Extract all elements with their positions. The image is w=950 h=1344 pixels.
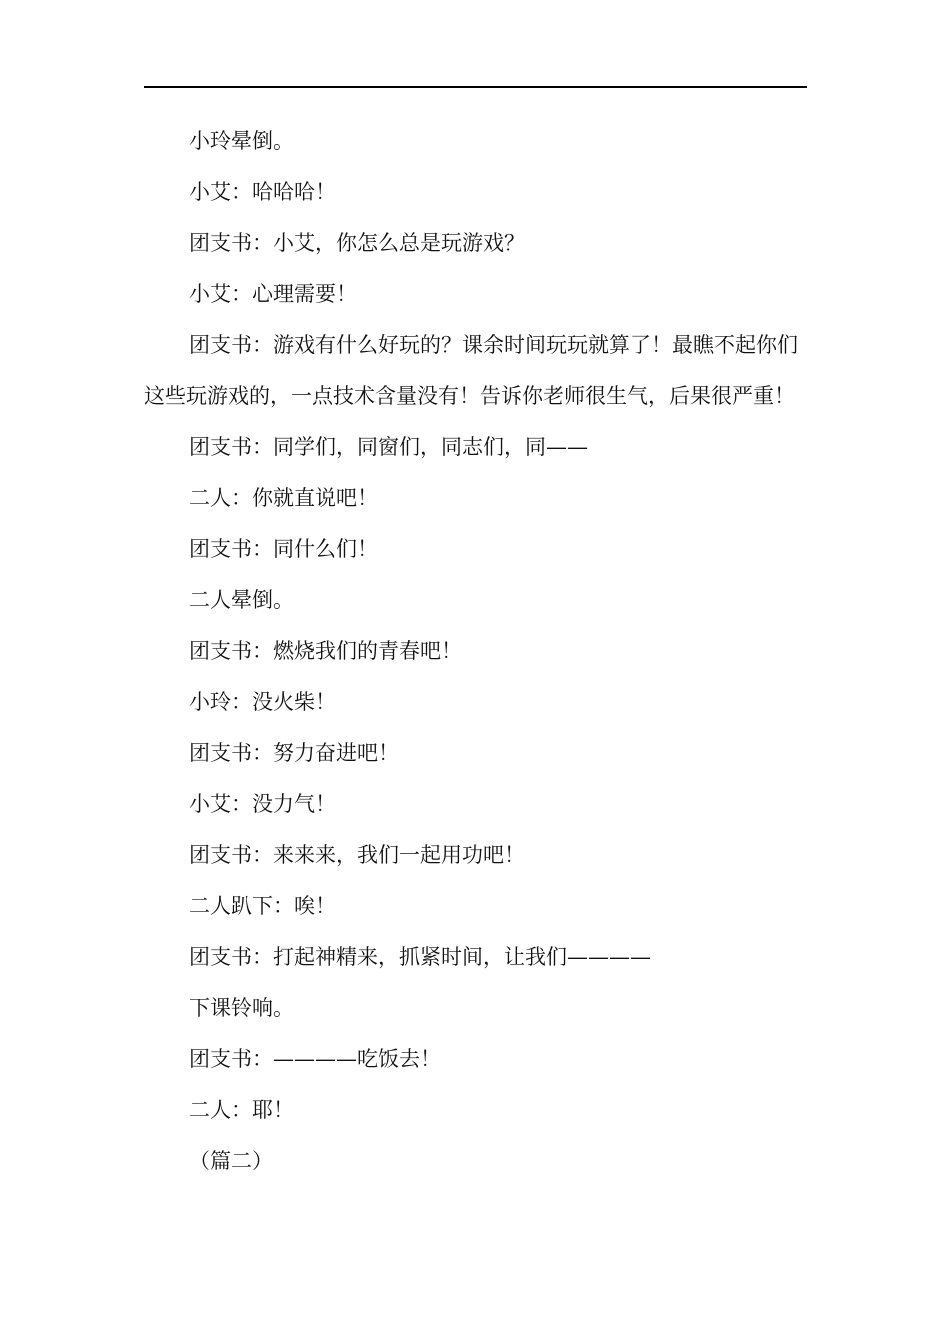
paragraph: 二人晕倒。 (189, 588, 294, 612)
paragraph: 二人：耶！ (189, 1098, 294, 1122)
section-heading: （篇二） (189, 1149, 273, 1173)
paragraph: 团支书：来来来，我们一起用功吧！ (189, 843, 525, 867)
paragraph: 团支书：燃烧我们的青春吧！ (189, 639, 462, 663)
paragraph: 团支书：同什么们！ (189, 537, 378, 561)
paragraph: 团支书：打起神精来，抓紧时间，让我们———— (189, 945, 651, 969)
paragraph: 小艾：哈哈哈！ (189, 180, 336, 204)
paragraph: 团支书：游戏有什么好玩的？课余时间玩玩就算了！最瞧不起你们这些玩游戏的，一点技术含量没有！告诉你老师很生气，后果很严重！ (144, 333, 798, 408)
paragraph: 团支书：小艾，你怎么总是玩游戏？ (189, 231, 525, 255)
paragraph: 团支书：————吃饭去！ (189, 1047, 441, 1071)
paragraph: 小玲：没火柴！ (189, 690, 336, 714)
header-rule (144, 86, 807, 88)
paragraph: 小艾：心理需要！ (189, 282, 357, 306)
paragraph: 团支书：努力奋进吧！ (189, 741, 399, 765)
paragraph: 小玲晕倒。 (189, 129, 294, 153)
document-body (144, 116, 807, 1187)
paragraph: 团支书：同学们，同窗们，同志们，同—— (189, 435, 588, 459)
paragraph: 小艾：没力气！ (189, 792, 336, 816)
paragraph: 二人：你就直说吧！ (189, 486, 378, 510)
paragraph: 二人趴下：唉！ (189, 894, 336, 918)
paragraph: 下课铃响。 (189, 996, 294, 1020)
